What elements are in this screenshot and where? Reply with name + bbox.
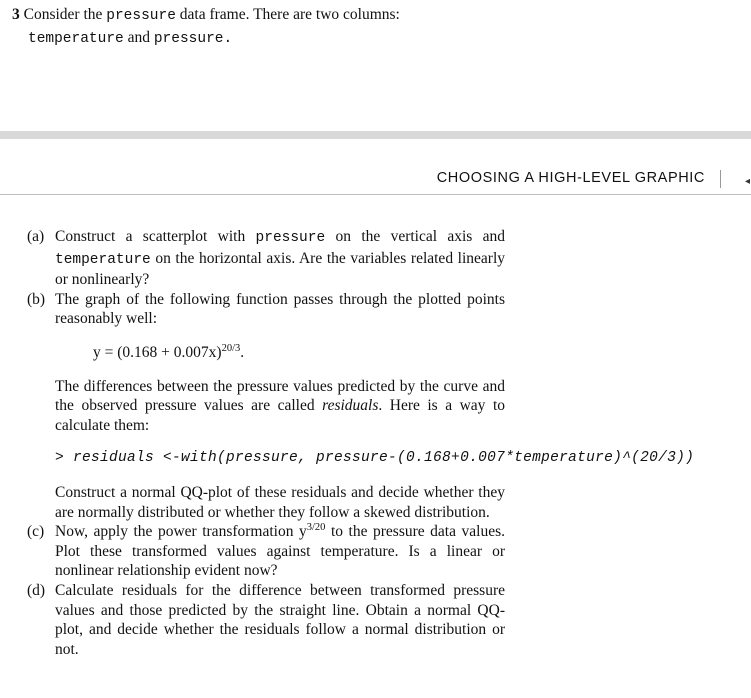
intro-continuation <box>12 27 732 50</box>
part-a-code-temperature: temperature <box>55 251 151 268</box>
intro-code-temperature: temperature <box>28 31 124 47</box>
part-a-text-3: on the horizontal axis. Are the variables related linearly or nonlinearly? <box>55 249 506 289</box>
part-a-text-1: Construct a scatterplot with <box>55 228 246 245</box>
part-b-residuals-text <box>55 377 505 436</box>
part-c-text-1: Now, apply the power transformation y <box>55 523 307 541</box>
intro-code-pressure-2: pressure <box>153 31 224 47</box>
page-separator <box>0 131 751 139</box>
residuals-code: > residuals <-with(pressure, pressure-(0.168+0.007*temperature)^(20/3)) <box>55 450 695 467</box>
part-c-exponent: 3/20 <box>306 521 326 533</box>
part-a <box>27 227 505 290</box>
part-d-label: (d) <box>27 581 46 599</box>
part-b <box>27 290 695 522</box>
part-a-label: (a) <box>27 228 45 245</box>
part-b-formula <box>93 343 505 363</box>
formula-end: . <box>240 343 245 361</box>
part-b-text-2a: The differences between the pressure values predicted by the curve and the observed pressure values are called <box>55 377 505 415</box>
part-b-text-1: The graph of the following function passes through the plotted points reasonably well: <box>55 290 505 328</box>
part-b-label: (b) <box>27 290 46 308</box>
part-c <box>27 522 505 581</box>
part-a-text-2: on the vertical axis and <box>335 228 506 245</box>
question-intro <box>12 4 732 50</box>
part-b-text-2b: . Here is a way to calculate them: <box>55 397 505 434</box>
part-a-code-pressure: pressure <box>255 230 326 246</box>
part-b-term-residuals: residuals <box>322 397 379 415</box>
running-head: CHOOSING A HIGH-LEVEL GRAPHIC <box>436 170 705 186</box>
intro-text-end: . <box>223 31 233 47</box>
question-number: 3 <box>12 6 20 23</box>
part-c-text-2: to the pressure data values. Plot these transformed values against temperature. Is a linear or nonlinear relationship evident now? <box>55 523 505 580</box>
intro-text-prefix: Consider the <box>23 6 103 23</box>
exercise-parts <box>27 227 695 659</box>
intro-text-and: and <box>127 29 150 46</box>
intro-text-mid: data frame. There are two columns: <box>179 6 400 23</box>
formula-exponent: 20/3 <box>221 342 241 354</box>
running-head-rule <box>720 170 721 188</box>
page-edge-mark: ◂ <box>745 176 751 187</box>
formula-body: y = (0.168 + 0.007x) <box>93 343 222 361</box>
part-d <box>27 581 505 659</box>
part-b-code <box>55 447 695 469</box>
part-d-text-1: Calculate residuals for the difference between transformed pressure values and those predicted by the straight line. Obtain a normal QQ-plot, and decide whether the residuals follow a normal distribution or not. <box>55 581 505 658</box>
part-c-label: (c) <box>27 523 45 541</box>
intro-code-pressure: pressure <box>106 8 176 24</box>
header-divider <box>0 194 751 195</box>
part-b-qq-text: Construct a normal QQ-plot of these residuals and decide whether they are normally distributed or whether they follow a skewed distribution. <box>55 483 505 521</box>
